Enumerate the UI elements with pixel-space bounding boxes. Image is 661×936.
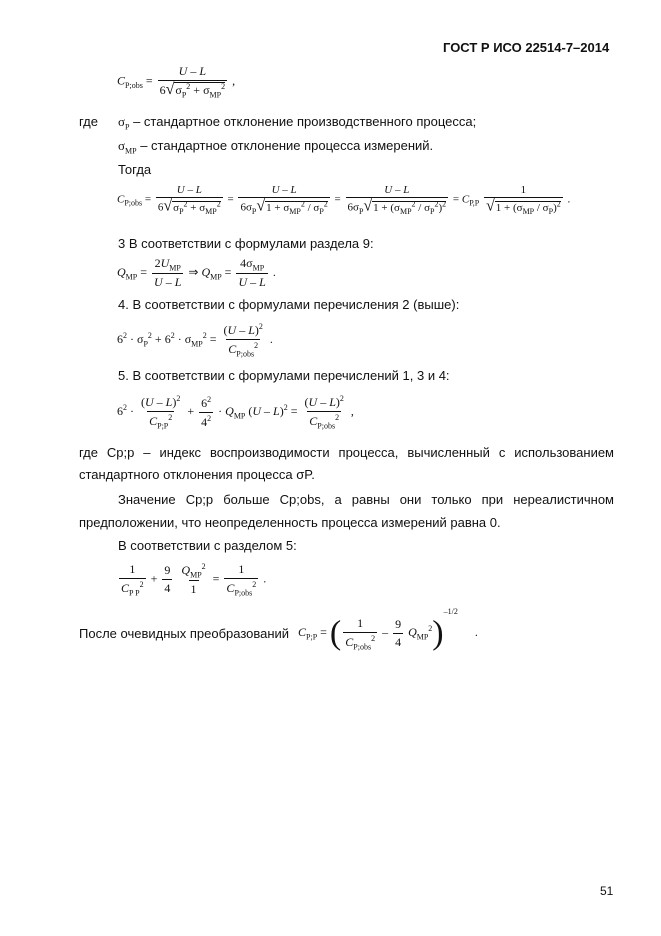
formula-final: $C_{P;P}$ = ( 1 $C_{P;obs}^2$ – $\frac{9}{4}$ $Q_{MP}^2)^{-1/2}$ .	[298, 607, 478, 652]
page-number: 51	[600, 884, 614, 898]
sigma-p-definition: $\sigma_P$ – стандартное отклонение производственного процесса;	[118, 114, 477, 132]
value-line2: предположении, что неопределенность процесса измерений равна 0.	[79, 515, 501, 530]
document-header: ГОСТ Р ИСО 22514-7–2014	[443, 40, 610, 55]
sigma-p-text: – стандартное отклонение производственного процесса;	[133, 114, 477, 129]
formula-item5: $6^2$ · $\frac{(U - L)^2}{C_{P;P}^2}$ + $\frac{6^2}{4^2}$ · $Q_{MP}$ (U – L)$^2$ = (U – L)$^2$ $C_{P;obs}^2$ ,	[117, 394, 354, 431]
item-3-text: 3 В соответствии с формулами раздела 9:	[118, 236, 374, 251]
where-label: где	[79, 114, 98, 129]
formula-qmp: $Q_{MP}$ = $2U_{MP}$ U – L ⇒ $Q_{MP}$ = $4\sigma_{MP}$ U – L .	[117, 256, 276, 290]
where-cpp-line2: стандартного отклонения процесса σP.	[79, 467, 315, 482]
where-cpp-line1-text: где Cp;p – индекс воспроизводимости процесса, вычисленный с использованием	[79, 445, 614, 460]
item-5-text: 5. В соответствии с формулами перечислений 1, 3 и 4:	[118, 368, 450, 383]
formula-item4: $6^2 \cdot \sigma_P^2 + 6^2 \cdot \sigma_{MP}^2$ = (U – L)$^2$ $C_{P;obs}^2$ .	[117, 322, 273, 359]
formula-chain: $C_{P;obs}$ = U – L $6√\sigma_P^2 + \sigma_{MP}^2$ = U – L $6\sigma_P√1 + \sigma_{MP}^2 / \sigma_P^2$ = U – L $6\sigma_P√1 + (\sigma_{MP}^2 / \sigma_P^2)^2$ = $C_{P,P}$ 1 $√1 + (\sigma_{MP} / \sigma_P)^2$ .	[117, 184, 571, 216]
after-text: После очевидных преобразований	[79, 626, 290, 641]
then-label: Тогда	[118, 162, 152, 177]
item-4-text: 4. В соответствии с формулами перечисления 2 (выше):	[118, 297, 460, 312]
formula-cp-obs: $C_{P;obs}$ = U – L $6√\sigma_P^2 + \sigma_{MP}^2$ ,	[117, 64, 236, 100]
formula-section5: $\frac{1}{C_{P P}^2}$ + $\frac{9}{4}$ $Q_{MP}^2$ 1 = 1 $C_{P;obs}^2$ .	[121, 562, 267, 598]
section-5-text: В соответствии с разделом 5:	[118, 538, 297, 553]
where-cpp-line1	[79, 445, 614, 461]
value-line1-text: Значение Cp;p больше Cp;obs, а равны они только при нереалистичном	[118, 492, 614, 507]
value-line1	[118, 492, 614, 508]
sigma-mp-text: – стандартное отклонение процесса измерений.	[140, 138, 434, 153]
sigma-mp-definition: $\sigma_{MP}$ – стандартное отклонение процесса измерений.	[118, 138, 434, 156]
